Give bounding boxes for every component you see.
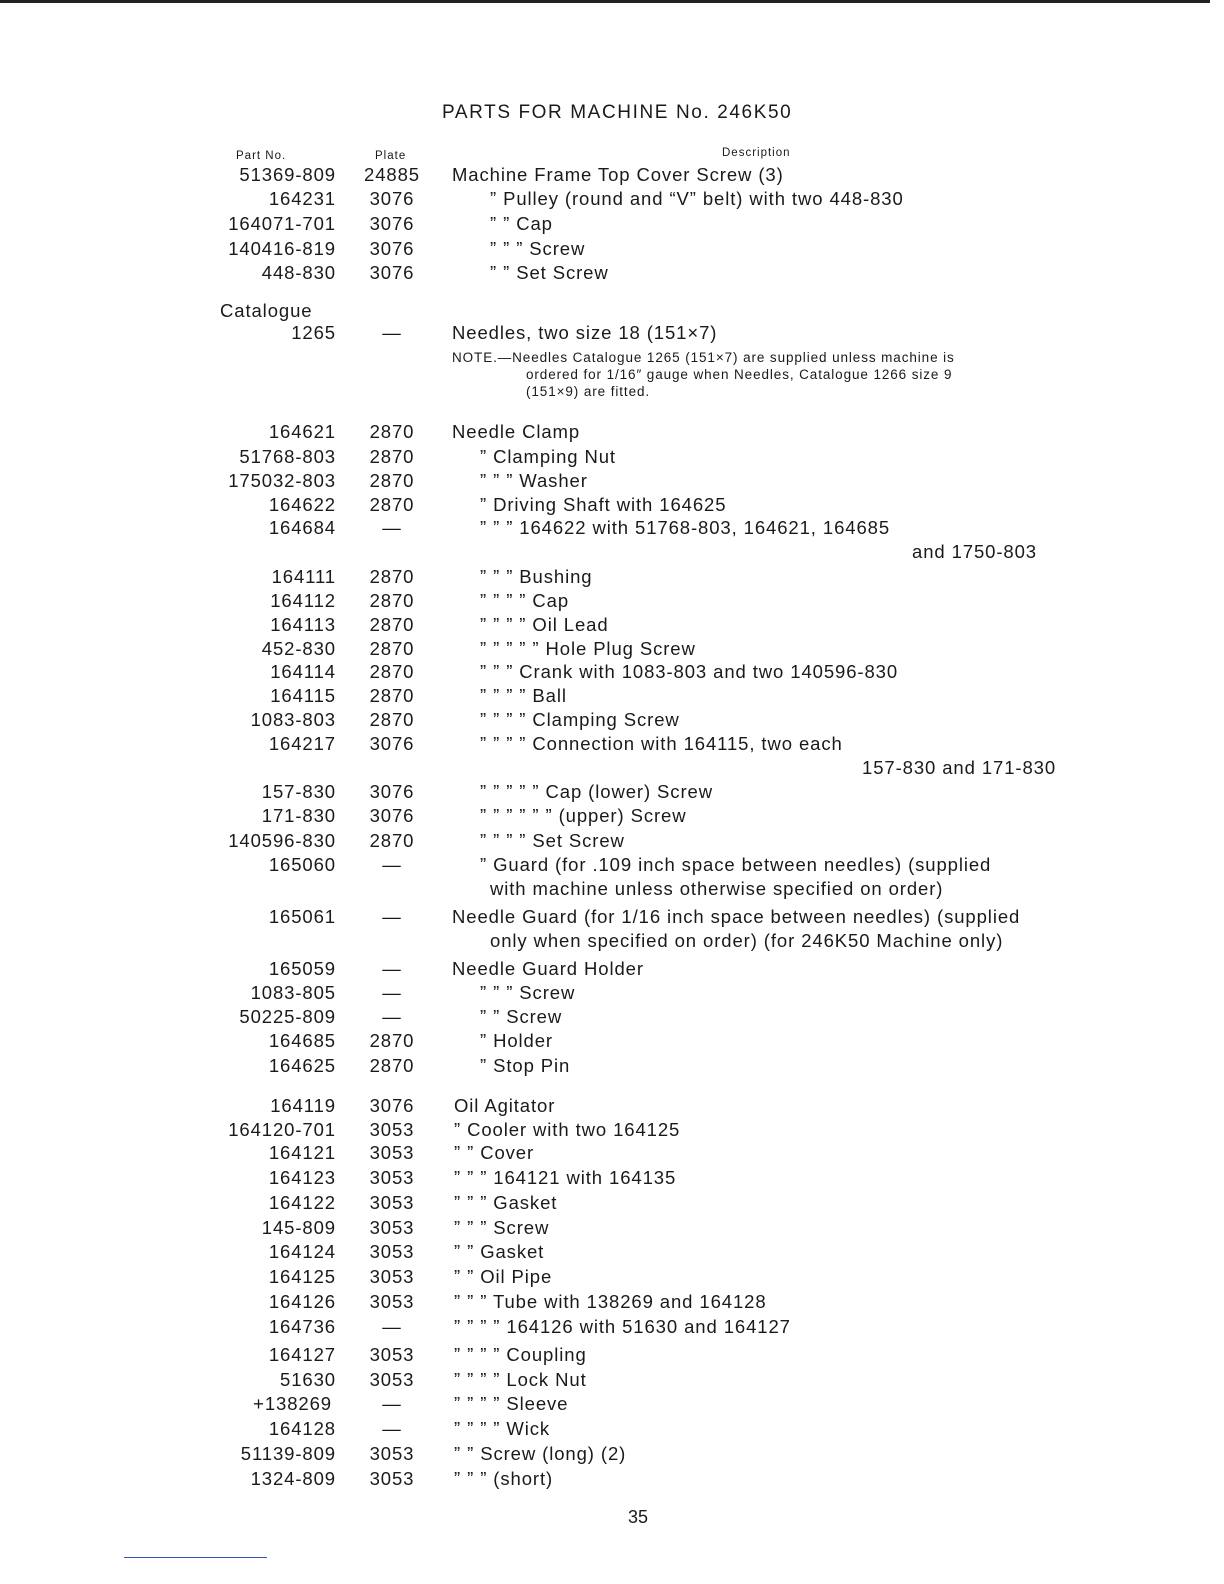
header-plate: Plate — [375, 150, 407, 162]
plate-number: — — [382, 958, 402, 979]
page-title: PARTS FOR MACHINE No. 246K50 — [442, 102, 793, 123]
plate-number: 3053 — [369, 1443, 415, 1464]
plate-number: 3076 — [369, 213, 415, 234]
part-description: Needle Guard Holder — [452, 958, 644, 979]
part-description: ” ” Cap — [490, 213, 553, 234]
parts-row — [0, 1192, 1224, 1216]
part-number: 51369-809 — [239, 164, 336, 185]
part-description: ” ” ” Screw — [454, 1217, 550, 1238]
parts-row — [0, 1443, 1224, 1467]
plate-number: — — [382, 1393, 402, 1414]
parts-row — [0, 188, 1224, 212]
part-description: ” Driving Shaft with 164625 — [480, 494, 727, 515]
parts-row — [0, 541, 1224, 565]
plate-number: — — [382, 517, 402, 538]
part-description: ” ” Cover — [454, 1142, 535, 1163]
part-number: 164071-701 — [228, 213, 336, 234]
part-number: 164114 — [270, 661, 336, 682]
parts-row — [0, 1266, 1224, 1290]
parts-row — [0, 781, 1224, 805]
part-description: ” ” Gasket — [454, 1241, 545, 1262]
bottom-rule — [124, 1557, 267, 1558]
part-number: 165060 — [268, 854, 336, 875]
header-part-no: Part No. — [236, 150, 287, 162]
plate-number: — — [382, 322, 402, 343]
plate-number: — — [382, 982, 402, 1003]
plate-number: 3053 — [369, 1192, 415, 1213]
part-description: ” ” ” ” Coupling — [454, 1344, 587, 1365]
parts-row — [0, 1217, 1224, 1241]
plate-number: 2870 — [369, 1030, 415, 1051]
part-number: 50225-809 — [239, 1006, 336, 1027]
part-number: 165059 — [268, 958, 336, 979]
parts-row — [0, 661, 1224, 685]
part-number: 164625 — [268, 1055, 336, 1076]
part-description: ” Pulley (round and “V” belt) with two 448-830 — [490, 188, 904, 209]
part-description: Needle Clamp — [452, 421, 581, 442]
parts-row — [0, 590, 1224, 614]
part-number: 164123 — [268, 1167, 336, 1188]
plate-number: 3076 — [369, 238, 415, 259]
note-line: ordered for 1/16″ gauge when Needles, Catalogue 1266 size 9 — [526, 367, 953, 382]
parts-row — [0, 1393, 1224, 1417]
plate-number: 3076 — [369, 733, 415, 754]
part-description: only when specified on order) (for 246K50 Machine only) — [490, 930, 1004, 951]
plate-number: 2870 — [369, 446, 415, 467]
part-number: 1083-805 — [250, 982, 336, 1003]
part-description: ” Guard (for .109 inch space between needles) (supplied — [480, 854, 992, 875]
part-number: 164621 — [268, 421, 336, 442]
part-description: ” ” ” ” Lock Nut — [454, 1369, 587, 1390]
plate-number: 3076 — [369, 262, 415, 283]
plate-number: 2870 — [369, 470, 415, 491]
part-description: Oil Agitator — [454, 1095, 556, 1116]
part-number: 164622 — [268, 494, 336, 515]
plate-number: 24885 — [364, 164, 420, 185]
part-number: 452-830 — [261, 638, 336, 659]
parts-row — [0, 494, 1224, 518]
part-number: 1324-809 — [250, 1468, 336, 1489]
part-description: ” ” Oil Pipe — [454, 1266, 553, 1287]
part-number: 165061 — [268, 906, 336, 927]
plate-number: 3076 — [369, 188, 415, 209]
part-number: 164126 — [268, 1291, 336, 1312]
part-number: 164119 — [270, 1095, 336, 1116]
needles-note — [452, 349, 1072, 401]
parts-row — [0, 1241, 1224, 1265]
part-description: ” ” ” 164121 with 164135 — [454, 1167, 677, 1188]
page-number: 35 — [628, 1507, 649, 1527]
plate-number: 2870 — [369, 830, 415, 851]
plate-number: 2870 — [369, 614, 415, 635]
plate-number: 2870 — [369, 638, 415, 659]
part-description: Needle Guard (for 1/16 inch space between needles) (supplied — [452, 906, 1021, 927]
part-description: ” ” Screw (long) (2) — [454, 1443, 627, 1464]
part-number: 164125 — [268, 1266, 336, 1287]
part-number: 164115 — [270, 685, 336, 706]
plate-number: 3053 — [369, 1344, 415, 1365]
part-number: 164111 — [271, 566, 336, 587]
part-description: ” ” ” Gasket — [454, 1192, 558, 1213]
header-description: Description — [722, 147, 791, 159]
parts-row — [0, 638, 1224, 662]
parts-row — [0, 470, 1224, 494]
part-number: 140596-830 — [228, 830, 336, 851]
part-description: ” ” ” ” Ball — [480, 685, 567, 706]
part-number: 164112 — [270, 590, 336, 611]
plate-number: 3053 — [369, 1241, 415, 1262]
part-description: ” ” ” ” Cap — [480, 590, 570, 611]
note-line: NOTE.—Needles Catalogue 1265 (151×7) are supplied unless machine is — [452, 350, 955, 365]
plate-number: 3053 — [369, 1266, 415, 1287]
part-number: 171-830 — [261, 805, 336, 826]
part-description: Machine Frame Top Cover Screw (3) — [452, 164, 784, 185]
parts-row — [0, 1119, 1224, 1143]
part-description: ” ” ” Tube with 138269 and 164128 — [454, 1291, 767, 1312]
part-description: ” ” ” Crank with 1083-803 and two 140596-830 — [480, 661, 899, 682]
plate-number: 2870 — [369, 421, 415, 442]
parts-row — [0, 930, 1224, 954]
plate-number: 3076 — [369, 805, 415, 826]
part-number: 164736 — [268, 1316, 336, 1337]
note-line: (151×9) are fitted. — [526, 384, 651, 399]
plate-number: 3053 — [369, 1369, 415, 1390]
parts-row — [0, 685, 1224, 709]
part-description: ” Clamping Nut — [480, 446, 616, 467]
part-number: 164217 — [268, 733, 336, 754]
parts-row — [0, 1316, 1224, 1340]
part-description: ” ” ” Screw — [490, 238, 586, 259]
parts-row — [0, 517, 1224, 541]
part-number: 145-809 — [261, 1217, 336, 1238]
parts-row — [0, 1030, 1224, 1054]
part-description: ” ” ” 164622 with 51768-803, 164621, 164685 — [480, 517, 891, 538]
parts-row — [0, 1468, 1224, 1492]
parts-row — [0, 830, 1224, 854]
part-number: 164122 — [268, 1192, 336, 1213]
parts-row — [0, 446, 1224, 470]
parts-row — [0, 906, 1224, 930]
part-number: 140416-819 — [228, 238, 336, 259]
part-number: 164120-701 — [228, 1119, 336, 1140]
parts-row — [0, 854, 1224, 878]
part-number: 448-830 — [261, 262, 336, 283]
plate-number: 3053 — [369, 1291, 415, 1312]
plate-number: 3053 — [369, 1119, 415, 1140]
part-number: 164685 — [268, 1030, 336, 1051]
parts-row — [0, 238, 1224, 262]
part-description: ” ” Screw — [480, 1006, 563, 1027]
part-description: ” ” ” Bushing — [480, 566, 593, 587]
part-number: 164231 — [268, 188, 336, 209]
plate-number: 3053 — [369, 1142, 415, 1163]
parts-row — [0, 1418, 1224, 1442]
plate-number: — — [382, 1006, 402, 1027]
part-number: 164113 — [270, 614, 336, 635]
part-description: 157-830 and 171-830 — [862, 757, 1057, 778]
part-description: ” ” ” ” ” Cap (lower) Screw — [480, 781, 713, 802]
parts-row — [0, 878, 1224, 902]
parts-row — [0, 982, 1224, 1006]
part-description: ” ” ” ” ” Hole Plug Screw — [480, 638, 696, 659]
plate-number: 2870 — [369, 661, 415, 682]
part-number: 164128 — [268, 1418, 336, 1439]
part-description: Needles, two size 18 (151×7) — [452, 322, 718, 343]
plate-number: 3053 — [369, 1167, 415, 1188]
plate-number: — — [382, 854, 402, 875]
part-description: ” Stop Pin — [480, 1055, 571, 1076]
part-description: ” ” ” ” Oil Lead — [480, 614, 609, 635]
parts-row — [0, 1167, 1224, 1191]
plate-number: 3076 — [369, 1095, 415, 1116]
parts-row — [0, 1095, 1224, 1119]
part-description: ” ” ” ” Sleeve — [454, 1393, 569, 1414]
parts-row — [0, 1369, 1224, 1393]
top-rule — [0, 0, 1210, 3]
part-description: ” ” ” Washer — [480, 470, 588, 491]
parts-row — [0, 805, 1224, 829]
part-description: ” ” ” ” Connection with 164115, two each — [480, 733, 843, 754]
parts-row — [0, 1344, 1224, 1368]
plate-number: 3053 — [369, 1217, 415, 1238]
parts-row — [0, 1006, 1224, 1030]
parts-row — [0, 1291, 1224, 1315]
plate-number: — — [382, 1418, 402, 1439]
part-number: 164124 — [268, 1241, 336, 1262]
plate-number: 2870 — [369, 590, 415, 611]
plate-number: 3076 — [369, 781, 415, 802]
part-number: +138269 — [253, 1393, 332, 1414]
parts-row — [0, 709, 1224, 733]
part-description: ” ” Set Screw — [490, 262, 609, 283]
part-number: 51768-803 — [239, 446, 336, 467]
part-description: ” ” ” ” Wick — [454, 1418, 551, 1439]
parts-row — [0, 733, 1224, 757]
part-description: with machine unless otherwise specified on order) — [490, 878, 944, 899]
part-description: ” Holder — [480, 1030, 553, 1051]
part-description: ” ” ” (short) — [454, 1468, 554, 1489]
part-number: 51630 — [280, 1369, 336, 1390]
part-number: 1083-803 — [250, 709, 336, 730]
parts-row — [0, 262, 1224, 286]
parts-row — [0, 1142, 1224, 1166]
part-description: ” Cooler with two 164125 — [454, 1119, 681, 1140]
part-description: ” ” ” ” Clamping Screw — [480, 709, 680, 730]
parts-row — [0, 421, 1224, 445]
part-description: ” ” ” ” ” ” (upper) Screw — [480, 805, 687, 826]
plate-number: — — [382, 906, 402, 927]
parts-row — [0, 757, 1224, 781]
parts-row — [0, 213, 1224, 237]
parts-row — [0, 614, 1224, 638]
plate-number: 2870 — [369, 494, 415, 515]
part-description: ” ” ” ” 164126 with 51630 and 164127 — [454, 1316, 791, 1337]
parts-row — [0, 1055, 1224, 1079]
plate-number: 3053 — [369, 1468, 415, 1489]
part-description: ” ” ” Screw — [480, 982, 576, 1003]
parts-row — [0, 164, 1224, 188]
plate-number: 2870 — [369, 1055, 415, 1076]
part-number: 1265 — [291, 322, 336, 343]
parts-row — [0, 958, 1224, 982]
part-number: 157-830 — [261, 781, 336, 802]
plate-number: 2870 — [369, 566, 415, 587]
part-number: 164127 — [268, 1344, 336, 1365]
part-number: 164684 — [268, 517, 336, 538]
parts-row — [0, 566, 1224, 590]
parts-row — [0, 322, 1224, 346]
part-description: and 1750-803 — [912, 541, 1037, 562]
part-number: 51139-809 — [240, 1443, 336, 1464]
part-number: 175032-803 — [228, 470, 336, 491]
part-number: 164121 — [268, 1142, 336, 1163]
part-description: ” ” ” ” Set Screw — [480, 830, 625, 851]
plate-number: 2870 — [369, 709, 415, 730]
catalogue-label: Catalogue — [220, 300, 313, 321]
plate-number: — — [382, 1316, 402, 1337]
plate-number: 2870 — [369, 685, 415, 706]
